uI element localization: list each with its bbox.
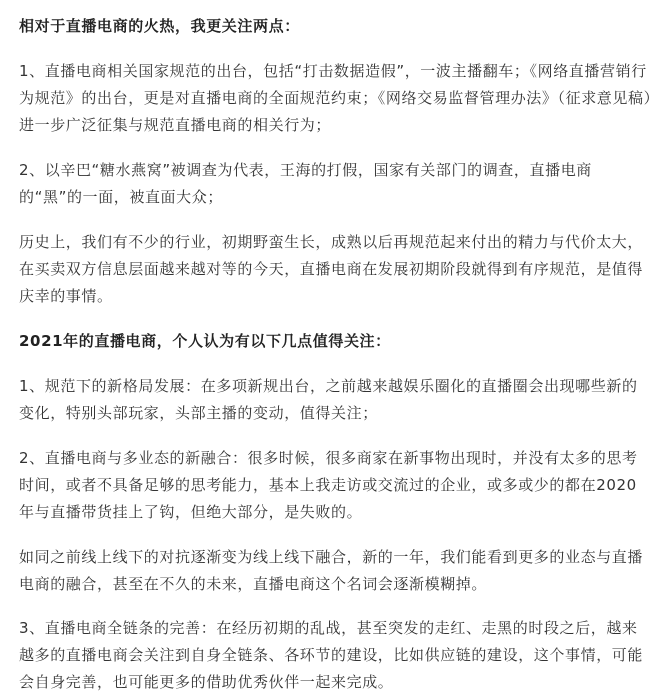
section-heading-two-points: 相对于直播电商的火热，我更关注两点： (19, 17, 300, 35)
paragraph-xinba-case: 2、以辛巴“糖水燕窝”被调查为代表，王海的打假，国家有关部门的调查，直播电商的“黑”的一面，被直面大众； (19, 161, 592, 206)
paragraph-full-chain: 3、直播电商全链条的完善：在经历初期的乱战，甚至突发的走红、走黑的时段之后，越来越多的直播电商会关注到自身全链条、各环节的建设，比如供应链的建设，这个事情，可能会自身完善，也可能更多的借助优秀伙伴一起来完成。 (19, 619, 644, 691)
paragraph-online-offline-merge: 如同之前线上线下的对抗逐渐变为线上线下融合，新的一年，我们能看到更多的业态与直播电商的融合，甚至在不久的未来，直播电商这个名词会逐渐模糊掉。 (19, 548, 644, 593)
section-heading-2021-focus: 2021年的直播电商，个人认为有以下几点值得关注： (19, 332, 391, 350)
paragraph-history: 历史上，我们有不少的行业，初期野蛮生长，成熟以后再规范起来付出的精力与代价太大，在买卖双方信息层面越来越对等的今天，直播电商在发展初期阶段就得到有序规范，是值得庆幸的事情。 (19, 233, 644, 305)
paragraph-new-landscape: 1、规范下的新格局发展：在多项新规出台，之前越来越娱乐圈化的直播圈会出现哪些新的变化，特别头部玩家，头部主播的变动，值得关注； (19, 377, 638, 422)
paragraph-new-fusion: 2、直播电商与多业态的新融合：很多时候，很多商家在新事物出现时，并没有太多的思考时间，或者不具备足够的思考能力，基本上我走访或交流过的企业，或多或少的都在2020年与直播带货挂上了钩，但绝大部分，是失败的。 (19, 449, 638, 521)
paragraph-regulation: 1、直播电商相关国家规范的出台，包括“打击数据造假”，一波主播翻车；《网络直播营销行为规范》的出台，更是对直播电商的全面规范约束；《网络交易监督管理办法》（征求意见稿）进一步广泛征集与规范直播电商的相关行为； (19, 62, 652, 134)
